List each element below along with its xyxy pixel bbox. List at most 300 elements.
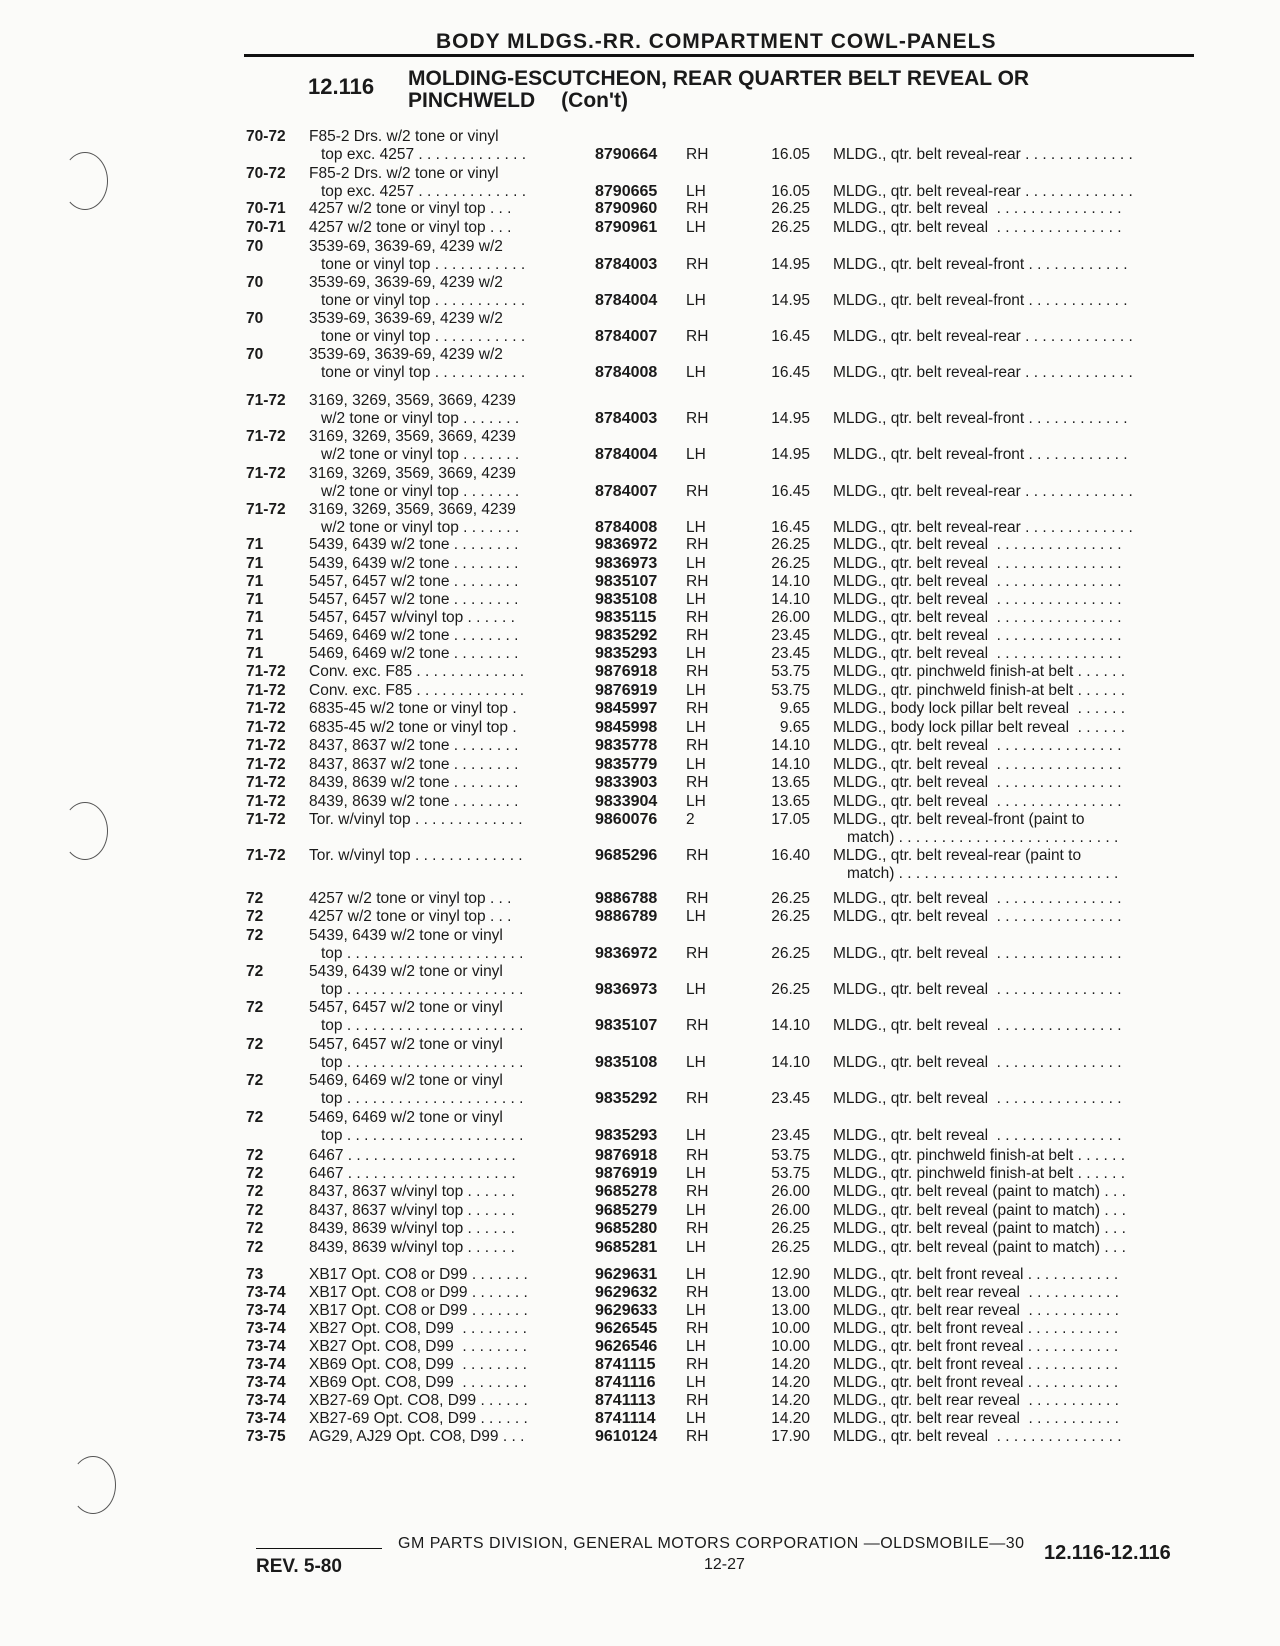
part-number: 9836972 xyxy=(595,945,658,962)
side-indicator: RH xyxy=(686,410,709,427)
part-name-line1: MLDG., qtr. belt reveal-front . . . . . . . . . . . . xyxy=(833,292,1128,309)
part-name-line1: MLDG., qtr. belt reveal . . . . . . . . . . . . . . . xyxy=(833,627,1122,644)
model-year: 70 xyxy=(246,346,264,363)
side-indicator: RH xyxy=(686,774,709,791)
model-year: 73-74 xyxy=(246,1410,286,1427)
description-line1: 5469, 6469 w/2 tone . . . . . . . . xyxy=(309,645,519,662)
description-line2: top . . . . . . . . . . . . . . . . . . . . . xyxy=(321,981,524,998)
description-line1: 5439, 6439 w/2 tone . . . . . . . . xyxy=(309,536,519,553)
description-line1: XB17 Opt. CO8 or D99 . . . . . . . xyxy=(309,1266,528,1283)
part-name-line1: MLDG., qtr. belt reveal . . . . . . . . . . . . . . . xyxy=(833,573,1122,590)
side-indicator: RH xyxy=(686,1220,709,1237)
section-number: 12.116 xyxy=(308,74,375,99)
model-year: 70-71 xyxy=(246,200,286,217)
model-year: 72 xyxy=(246,963,264,980)
price: 10.00 xyxy=(771,1320,810,1337)
model-year: 72 xyxy=(246,890,264,907)
description-line1: XB17 Opt. CO8 or D99 . . . . . . . xyxy=(309,1302,528,1319)
side-indicator: RH xyxy=(686,1320,709,1337)
part-name-line1: MLDG., qtr. belt reveal-rear . . . . . . . . . . . . . xyxy=(833,519,1133,536)
price: 13.00 xyxy=(771,1284,810,1301)
part-number: 8741115 xyxy=(595,1356,656,1373)
side-indicator: LH xyxy=(686,1266,706,1283)
part-name xyxy=(833,555,1203,573)
description-line1: 8439, 8639 w/vinyl top . . . . . . xyxy=(309,1239,515,1256)
side-indicator: RH xyxy=(686,627,709,644)
part-number: 8790961 xyxy=(595,219,658,236)
price: 26.00 xyxy=(771,1183,810,1200)
side-indicator: RH xyxy=(686,483,709,500)
part-number: 9835293 xyxy=(595,645,658,662)
side-indicator: LH xyxy=(686,1410,706,1427)
part-number: 8741113 xyxy=(595,1392,656,1409)
part-number: 9629633 xyxy=(595,1302,658,1319)
description-line1: 3169, 3269, 3569, 3669, 4239 xyxy=(309,501,516,518)
description-line1: 6835-45 w/2 tone or vinyl top . xyxy=(309,719,517,736)
part-name-line1: MLDG., qtr. belt reveal . . . . . . . . . . . . . . . xyxy=(833,793,1122,810)
part-number: 9876919 xyxy=(595,682,658,699)
side-indicator: RH xyxy=(686,1090,709,1107)
description-line1: 5457, 6457 w/2 tone . . . . . . . . xyxy=(309,573,519,590)
part-number: 9685280 xyxy=(595,1220,658,1237)
model-description xyxy=(309,908,577,926)
description-line2: w/2 tone or vinyl top . . . . . . . xyxy=(321,410,520,427)
price: 14.10 xyxy=(771,1054,810,1071)
part-name-line1: MLDG., qtr. belt reveal . . . . . . . . . . . . . . . xyxy=(833,1054,1122,1071)
model-description xyxy=(309,627,577,645)
part-name xyxy=(833,847,1203,883)
side-indicator: LH xyxy=(686,1054,706,1071)
part-name-line1: MLDG., qtr. pinchweld finish-at belt . . . . . . xyxy=(833,1147,1126,1164)
model-description xyxy=(309,536,577,554)
part-name xyxy=(833,719,1203,737)
model-description xyxy=(309,428,577,464)
model-description xyxy=(309,963,577,999)
model-year: 71-72 xyxy=(246,465,286,482)
part-name xyxy=(833,682,1203,700)
part-name xyxy=(833,737,1203,755)
model-description xyxy=(309,274,577,310)
model-year: 73-74 xyxy=(246,1284,286,1301)
part-number: 8784004 xyxy=(595,292,658,309)
model-description xyxy=(309,999,577,1035)
part-number: 9626545 xyxy=(595,1320,658,1337)
part-number: 8784008 xyxy=(595,364,658,381)
part-name xyxy=(833,591,1203,609)
side-indicator: LH xyxy=(686,793,706,810)
part-name xyxy=(833,483,1203,501)
price: 16.45 xyxy=(771,519,810,536)
description-line2: top . . . . . . . . . . . . . . . . . . . . . xyxy=(321,1017,524,1034)
part-name xyxy=(833,890,1203,908)
part-name xyxy=(833,200,1203,218)
part-name xyxy=(833,1392,1203,1410)
model-description xyxy=(309,1302,577,1320)
price: 14.95 xyxy=(771,292,810,309)
description-line1: 3169, 3269, 3569, 3669, 4239 xyxy=(309,428,516,445)
side-indicator: LH xyxy=(686,183,706,200)
part-name xyxy=(833,663,1203,681)
model-description xyxy=(309,1356,577,1374)
description-line2: tone or vinyl top . . . . . . . . . . . xyxy=(321,364,526,381)
part-number: 8784007 xyxy=(595,483,658,500)
model-year: 73-74 xyxy=(246,1338,286,1355)
model-description xyxy=(309,719,577,737)
part-name xyxy=(833,1165,1203,1183)
description-line2: tone or vinyl top . . . . . . . . . . . xyxy=(321,292,526,309)
side-indicator: RH xyxy=(686,1356,709,1373)
side-indicator: LH xyxy=(686,908,706,925)
part-name xyxy=(833,1202,1203,1220)
part-name-line1: MLDG., qtr. belt reveal . . . . . . . . . . . . . . . xyxy=(833,945,1122,962)
model-year: 72 xyxy=(246,1072,264,1089)
model-year: 70-71 xyxy=(246,219,286,236)
model-year: 71 xyxy=(246,536,264,553)
model-year: 73-74 xyxy=(246,1374,286,1391)
part-name-line1: MLDG., qtr. belt reveal . . . . . . . . . . . . . . . xyxy=(833,1127,1122,1144)
part-name xyxy=(833,756,1203,774)
part-number: 9610124 xyxy=(595,1428,658,1445)
part-name-line1: MLDG., qtr. belt reveal (paint to match) . . . xyxy=(833,1183,1126,1200)
model-year: 71-72 xyxy=(246,774,286,791)
model-year: 70 xyxy=(246,274,264,291)
part-number: 9629632 xyxy=(595,1284,658,1301)
model-year: 73-74 xyxy=(246,1356,286,1373)
part-name xyxy=(833,1356,1203,1374)
side-indicator: LH xyxy=(686,1165,706,1182)
description-line1: 6467 . . . . . . . . . . . . . . . . . . . . xyxy=(309,1147,516,1164)
part-number: 8741114 xyxy=(595,1410,656,1427)
model-year: 72 xyxy=(246,1183,264,1200)
footer-section-range: 12.116-12.116 xyxy=(1044,1542,1171,1564)
model-year: 72 xyxy=(246,1147,264,1164)
model-year: 70 xyxy=(246,238,264,255)
part-number: 9629631 xyxy=(595,1266,658,1283)
description-line2: top . . . . . . . . . . . . . . . . . . . . . xyxy=(321,1054,524,1071)
description-line1: XB27 Opt. CO8, D99 . . . . . . . . xyxy=(309,1338,527,1355)
description-line1: 6467 . . . . . . . . . . . . . . . . . . . . xyxy=(309,1165,516,1182)
price: 26.25 xyxy=(771,1239,810,1256)
side-indicator: RH xyxy=(686,945,709,962)
part-name xyxy=(833,1147,1203,1165)
part-name xyxy=(833,1320,1203,1338)
model-description xyxy=(309,238,577,274)
description-line1: 8437, 8637 w/2 tone . . . . . . . . xyxy=(309,756,519,773)
side-indicator: RH xyxy=(686,146,709,163)
model-description xyxy=(309,200,577,218)
model-description xyxy=(309,128,577,164)
model-year: 71-72 xyxy=(246,501,286,518)
model-description xyxy=(309,1147,577,1165)
description-line1: AG29, AJ29 Opt. CO8, D99 . . . xyxy=(309,1428,525,1445)
side-indicator: LH xyxy=(686,519,706,536)
description-line2: top . . . . . . . . . . . . . . . . . . . . . xyxy=(321,945,524,962)
price: 26.25 xyxy=(771,1220,810,1237)
part-number: 9833903 xyxy=(595,774,658,791)
part-name xyxy=(833,146,1203,164)
model-year: 71-72 xyxy=(246,737,286,754)
description-line1: 3539-69, 3639-69, 4239 w/2 xyxy=(309,310,503,327)
description-line1: 5457, 6457 w/2 tone or vinyl xyxy=(309,1036,503,1053)
model-description xyxy=(309,1072,577,1108)
part-name-line1: MLDG., qtr. belt rear reveal . . . . . . . . . . . xyxy=(833,1392,1119,1409)
description-line2: top . . . . . . . . . . . . . . . . . . . . . xyxy=(321,1090,524,1107)
model-year: 71 xyxy=(246,645,264,662)
side-indicator: LH xyxy=(686,1202,706,1219)
description-line1: 6835-45 w/2 tone or vinyl top . xyxy=(309,700,517,717)
description-line2: top . . . . . . . . . . . . . . . . . . . . . xyxy=(321,1127,524,1144)
part-name-line1: MLDG., qtr. belt front reveal . . . . . . . . . . . xyxy=(833,1266,1119,1283)
side-indicator: RH xyxy=(686,200,709,217)
side-indicator: RH xyxy=(686,890,709,907)
description-line2: top exc. 4257 . . . . . . . . . . . . . xyxy=(321,183,527,200)
part-number: 9836973 xyxy=(595,555,658,572)
footer-revision: REV. 5-80 xyxy=(256,1556,342,1577)
side-indicator: RH xyxy=(686,1392,709,1409)
part-number: 9836973 xyxy=(595,981,658,998)
side-indicator: LH xyxy=(686,292,706,309)
part-number: 8784004 xyxy=(595,446,658,463)
part-name xyxy=(833,1220,1203,1238)
part-name-line1: MLDG., qtr. belt reveal . . . . . . . . . . . . . . . xyxy=(833,774,1122,791)
part-name-line1: MLDG., qtr. belt reveal . . . . . . . . . . . . . . . xyxy=(833,200,1122,217)
part-name xyxy=(833,1428,1203,1446)
part-number: 8790960 xyxy=(595,200,658,217)
part-name-line1: MLDG., qtr. belt front reveal . . . . . . . . . . . xyxy=(833,1338,1119,1355)
part-number: 9860076 xyxy=(595,811,658,828)
part-number: 8784003 xyxy=(595,256,658,273)
part-name-line1: MLDG., qtr. belt rear reveal . . . . . . . . . . . xyxy=(833,1302,1119,1319)
part-number: 9886788 xyxy=(595,890,658,907)
description-line1: 3539-69, 3639-69, 4239 w/2 xyxy=(309,274,503,291)
price: 14.10 xyxy=(771,737,810,754)
part-name-line1: MLDG., qtr. belt front reveal . . . . . . . . . . . xyxy=(833,1320,1119,1337)
model-description xyxy=(309,1284,577,1302)
side-indicator: LH xyxy=(686,591,706,608)
description-line1: F85-2 Drs. w/2 tone or vinyl xyxy=(309,128,499,145)
side-indicator: LH xyxy=(686,1302,706,1319)
model-description xyxy=(309,555,577,573)
side-indicator: LH xyxy=(686,1127,706,1144)
price: 23.45 xyxy=(771,645,810,662)
description-line1: XB27 Opt. CO8, D99 . . . . . . . . xyxy=(309,1320,527,1337)
price: 14.20 xyxy=(771,1374,810,1391)
model-description xyxy=(309,756,577,774)
part-name-line1: MLDG., qtr. belt reveal . . . . . . . . . . . . . . . xyxy=(833,1090,1122,1107)
model-year: 72 xyxy=(246,1036,264,1053)
model-description xyxy=(309,1392,577,1410)
side-indicator: LH xyxy=(686,682,706,699)
description-line2: w/2 tone or vinyl top . . . . . . . xyxy=(321,446,520,463)
model-description xyxy=(309,793,577,811)
model-year: 71-72 xyxy=(246,793,286,810)
model-year: 71-72 xyxy=(246,700,286,717)
price: 14.20 xyxy=(771,1410,810,1427)
part-name-line1: MLDG., qtr. belt rear reveal . . . . . . . . . . . xyxy=(833,1284,1119,1301)
model-description xyxy=(309,1202,577,1220)
part-name xyxy=(833,292,1203,310)
description-line2: top exc. 4257 . . . . . . . . . . . . . xyxy=(321,146,527,163)
part-number: 9876918 xyxy=(595,1147,658,1164)
description-line1: 3539-69, 3639-69, 4239 w/2 xyxy=(309,346,503,363)
price: 16.05 xyxy=(771,183,810,200)
model-description xyxy=(309,573,577,591)
price: 23.45 xyxy=(771,1127,810,1144)
part-number: 9835778 xyxy=(595,737,658,754)
model-year: 72 xyxy=(246,927,264,944)
model-description xyxy=(309,663,577,681)
model-year: 71-72 xyxy=(246,682,286,699)
price: 13.65 xyxy=(771,793,810,810)
part-name-line1: MLDG., qtr. belt reveal . . . . . . . . . . . . . . . xyxy=(833,536,1122,553)
part-name xyxy=(833,446,1203,464)
model-year: 71-72 xyxy=(246,811,286,828)
price: 10.00 xyxy=(771,1338,810,1355)
part-name-line1: MLDG., qtr. belt reveal . . . . . . . . . . . . . . . xyxy=(833,555,1122,572)
side-indicator: RH xyxy=(686,1284,709,1301)
model-description xyxy=(309,1239,577,1257)
part-name xyxy=(833,573,1203,591)
model-year: 73 xyxy=(246,1266,264,1283)
price: 26.25 xyxy=(771,981,810,998)
price: 14.95 xyxy=(771,446,810,463)
part-number: 9835107 xyxy=(595,1017,658,1034)
footer-page-number: 12-27 xyxy=(704,1556,745,1573)
part-name-line1: MLDG., qtr. belt front reveal . . . . . . . . . . . xyxy=(833,1356,1119,1373)
part-name-line1: MLDG., qtr. belt reveal . . . . . . . . . . . . . . . xyxy=(833,737,1122,754)
part-name xyxy=(833,1127,1203,1145)
part-name xyxy=(833,219,1203,237)
model-description xyxy=(309,1410,577,1428)
part-name-line1: MLDG., qtr. belt reveal-front . . . . . . . . . . . . xyxy=(833,446,1128,463)
price: 26.00 xyxy=(771,609,810,626)
part-number: 9876918 xyxy=(595,663,658,680)
part-number: 9685278 xyxy=(595,1183,658,1200)
part-number: 9835292 xyxy=(595,627,658,644)
part-name xyxy=(833,627,1203,645)
description-line1: 8437, 8637 w/vinyl top . . . . . . xyxy=(309,1183,515,1200)
description-line1: 3539-69, 3639-69, 4239 w/2 xyxy=(309,238,503,255)
side-indicator: RH xyxy=(686,663,709,680)
model-year: 71 xyxy=(246,555,264,572)
part-number: 8784007 xyxy=(595,328,658,345)
part-number: 9626546 xyxy=(595,1338,658,1355)
model-year: 73-74 xyxy=(246,1392,286,1409)
part-name-line1: MLDG., qtr. belt reveal-rear . . . . . . . . . . . . . xyxy=(833,328,1133,345)
model-year: 71 xyxy=(246,627,264,644)
part-name xyxy=(833,1284,1203,1302)
part-name xyxy=(833,364,1203,382)
part-name-line1: MLDG., qtr. belt reveal . . . . . . . . . . . . . . . xyxy=(833,609,1122,626)
side-indicator: LH xyxy=(686,555,706,572)
price: 26.25 xyxy=(771,890,810,907)
side-indicator: RH xyxy=(686,536,709,553)
part-name-line1: MLDG., qtr. belt rear reveal . . . . . . . . . . . xyxy=(833,1410,1119,1427)
part-name-line1: MLDG., body lock pillar belt reveal . . . . . . xyxy=(833,700,1126,717)
description-line1: 8439, 8639 w/2 tone . . . . . . . . xyxy=(309,793,519,810)
price: 9.65 xyxy=(779,719,810,736)
footer-rule xyxy=(256,1548,382,1549)
part-name xyxy=(833,1302,1203,1320)
section-continued: (Con't) xyxy=(561,89,628,112)
price: 16.45 xyxy=(771,483,810,500)
price: 16.45 xyxy=(771,328,810,345)
page-header-title: BODY MLDGS.-RR. COMPARTMENT COWL-PANELS xyxy=(436,30,997,53)
price: 14.95 xyxy=(771,256,810,273)
part-name-line1: MLDG., qtr. belt reveal (paint to match) . . . xyxy=(833,1220,1126,1237)
part-name-line1: MLDG., qtr. pinchweld finish-at belt . . . . . . xyxy=(833,663,1126,680)
model-description xyxy=(309,465,577,501)
description-line2: w/2 tone or vinyl top . . . . . . . xyxy=(321,483,520,500)
side-indicator: LH xyxy=(686,364,706,381)
model-description xyxy=(309,1165,577,1183)
side-indicator: LH xyxy=(686,756,706,773)
price: 53.75 xyxy=(771,682,810,699)
price: 26.25 xyxy=(771,200,810,217)
price: 26.25 xyxy=(771,555,810,572)
model-year: 71 xyxy=(246,573,264,590)
description-line1: F85-2 Drs. w/2 tone or vinyl xyxy=(309,165,499,182)
description-line2: tone or vinyl top . . . . . . . . . . . xyxy=(321,328,526,345)
model-year: 72 xyxy=(246,1220,264,1237)
model-description xyxy=(309,890,577,908)
side-indicator: RH xyxy=(686,1147,709,1164)
price: 26.25 xyxy=(771,945,810,962)
description-line1: 8437, 8637 w/vinyl top . . . . . . xyxy=(309,1202,515,1219)
side-indicator: LH xyxy=(686,1239,706,1256)
part-number: 8784008 xyxy=(595,519,658,536)
description-line1: Tor. w/vinyl top . . . . . . . . . . . . . xyxy=(309,811,523,828)
part-number: 9835292 xyxy=(595,1090,658,1107)
model-year: 71-72 xyxy=(246,719,286,736)
model-year: 70 xyxy=(246,310,264,327)
part-number: 9886789 xyxy=(595,908,658,925)
part-name xyxy=(833,328,1203,346)
description-line1: XB27-69 Opt. CO8, D99 . . . . . . xyxy=(309,1410,528,1427)
model-description xyxy=(309,774,577,792)
part-number: 9835779 xyxy=(595,756,658,773)
description-line1: 4257 w/2 tone or vinyl top . . . xyxy=(309,219,512,236)
section-title-line2: PINCHWELD xyxy=(408,89,536,112)
price: 14.95 xyxy=(771,410,810,427)
model-year: 73-74 xyxy=(246,1302,286,1319)
side-indicator: LH xyxy=(686,719,706,736)
price: 16.40 xyxy=(771,847,810,864)
part-name-line1: MLDG., qtr. pinchweld finish-at belt . . . . . . xyxy=(833,1165,1126,1182)
part-name xyxy=(833,1410,1203,1428)
description-line1: XB69 Opt. CO8, D99 . . . . . . . . xyxy=(309,1374,527,1391)
description-line1: 5457, 6457 w/2 tone . . . . . . . . xyxy=(309,591,519,608)
model-description xyxy=(309,1320,577,1338)
model-description xyxy=(309,700,577,718)
model-description xyxy=(309,1338,577,1356)
model-description xyxy=(309,1220,577,1238)
model-description xyxy=(309,847,577,865)
part-name-line1: MLDG., qtr. belt reveal-rear . . . . . . . . . . . . . xyxy=(833,183,1133,200)
part-name xyxy=(833,183,1203,201)
price: 23.45 xyxy=(771,1090,810,1107)
model-year: 72 xyxy=(246,1109,264,1126)
part-name-line1: MLDG., qtr. belt reveal . . . . . . . . . . . . . . . xyxy=(833,890,1122,907)
model-year: 71-72 xyxy=(246,847,286,864)
part-number: 9685296 xyxy=(595,847,658,864)
model-description xyxy=(309,310,577,346)
description-line1: 8437, 8637 w/2 tone . . . . . . . . xyxy=(309,737,519,754)
side-indicator: LH xyxy=(686,1338,706,1355)
part-name xyxy=(833,1239,1203,1257)
price: 14.10 xyxy=(771,573,810,590)
part-name-line1: MLDG., qtr. belt reveal . . . . . . . . . . . . . . . xyxy=(833,1428,1122,1445)
